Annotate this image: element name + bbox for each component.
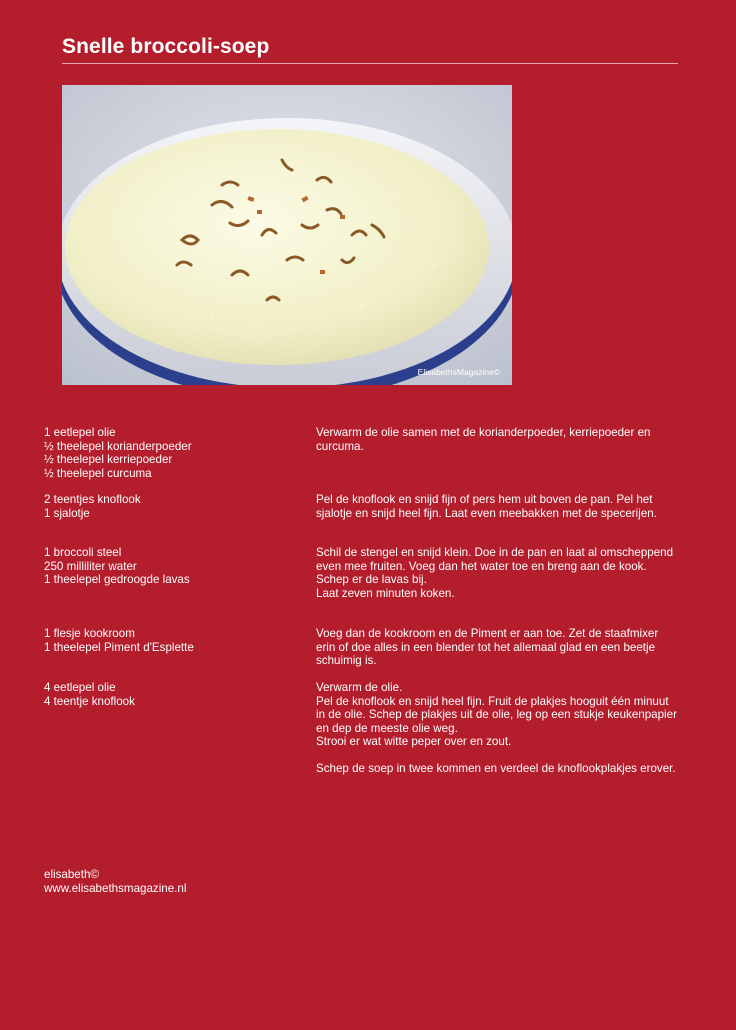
instructions-step-1: Verwarm de olie samen met de korianderpoeder, kerriepoeder en curcuma.: [316, 426, 651, 453]
instructions-step-3: Schil de stengel en snijd klein. Doe in de pan en laat al omscheppend even mee fruiten. Voeg dan het water toe en breng aan de kook. Schep er de lavas bij. Laat zeven minuten koken.: [316, 546, 674, 600]
title-divider: [62, 63, 678, 64]
ingredients-group-4: 1 flesje kookroom 1 theelepel Piment d'Esplette: [44, 627, 194, 654]
soup-photo: [62, 85, 512, 385]
soup-bowl-image: [62, 85, 512, 385]
ingredients-group-3: 1 broccoli steel 250 milliliter water 1 theelepel gedroogde lavas: [44, 546, 190, 586]
footer-website-link[interactable]: www.elisabethsmagazine.nl: [44, 881, 187, 895]
page-title: Snelle broccoli-soep: [62, 35, 270, 58]
ingredients-group-5: 4 eetlepel olie 4 teentje knoflook: [44, 681, 135, 708]
ingredients-group-2: 2 teentjes knoflook 1 sjalotje: [44, 493, 141, 520]
footer-author: elisabeth©: [44, 868, 99, 881]
instructions-step-5: Verwarm de olie. Pel de knoflook en snijd heel fijn. Fruit de plakjes hooguit één minuut in de olie. Schep de plakjes uit de olie, leg op een stukje keukenpapier en dep de meeste olie weg. Strooi er wat witte peper over en zout. Schep de soep in twee kommen en verdeel de knoflookplakjes erover.: [316, 681, 677, 775]
footer: [44, 868, 186, 895]
instructions-step-2: Pel de knoflook en snijd fijn of pers hem uit boven de pan. Pel het sjalotje en snijd heel fijn. Laat even meebakken met de specerijen.: [316, 493, 657, 520]
instructions-step-4: Voeg dan de kookroom en de Piment er aan toe. Zet de staafmixer erin of doe alles in een blender tot het allemaal glad en een beetje schuimig is.: [316, 627, 659, 667]
ingredients-group-1: 1 eetlepel olie ½ theelepel korianderpoeder ½ theelepel kerriepoeder ½ theelepel curcuma: [44, 426, 192, 480]
photo-watermark: ElisabethsMagazine©: [417, 367, 500, 377]
